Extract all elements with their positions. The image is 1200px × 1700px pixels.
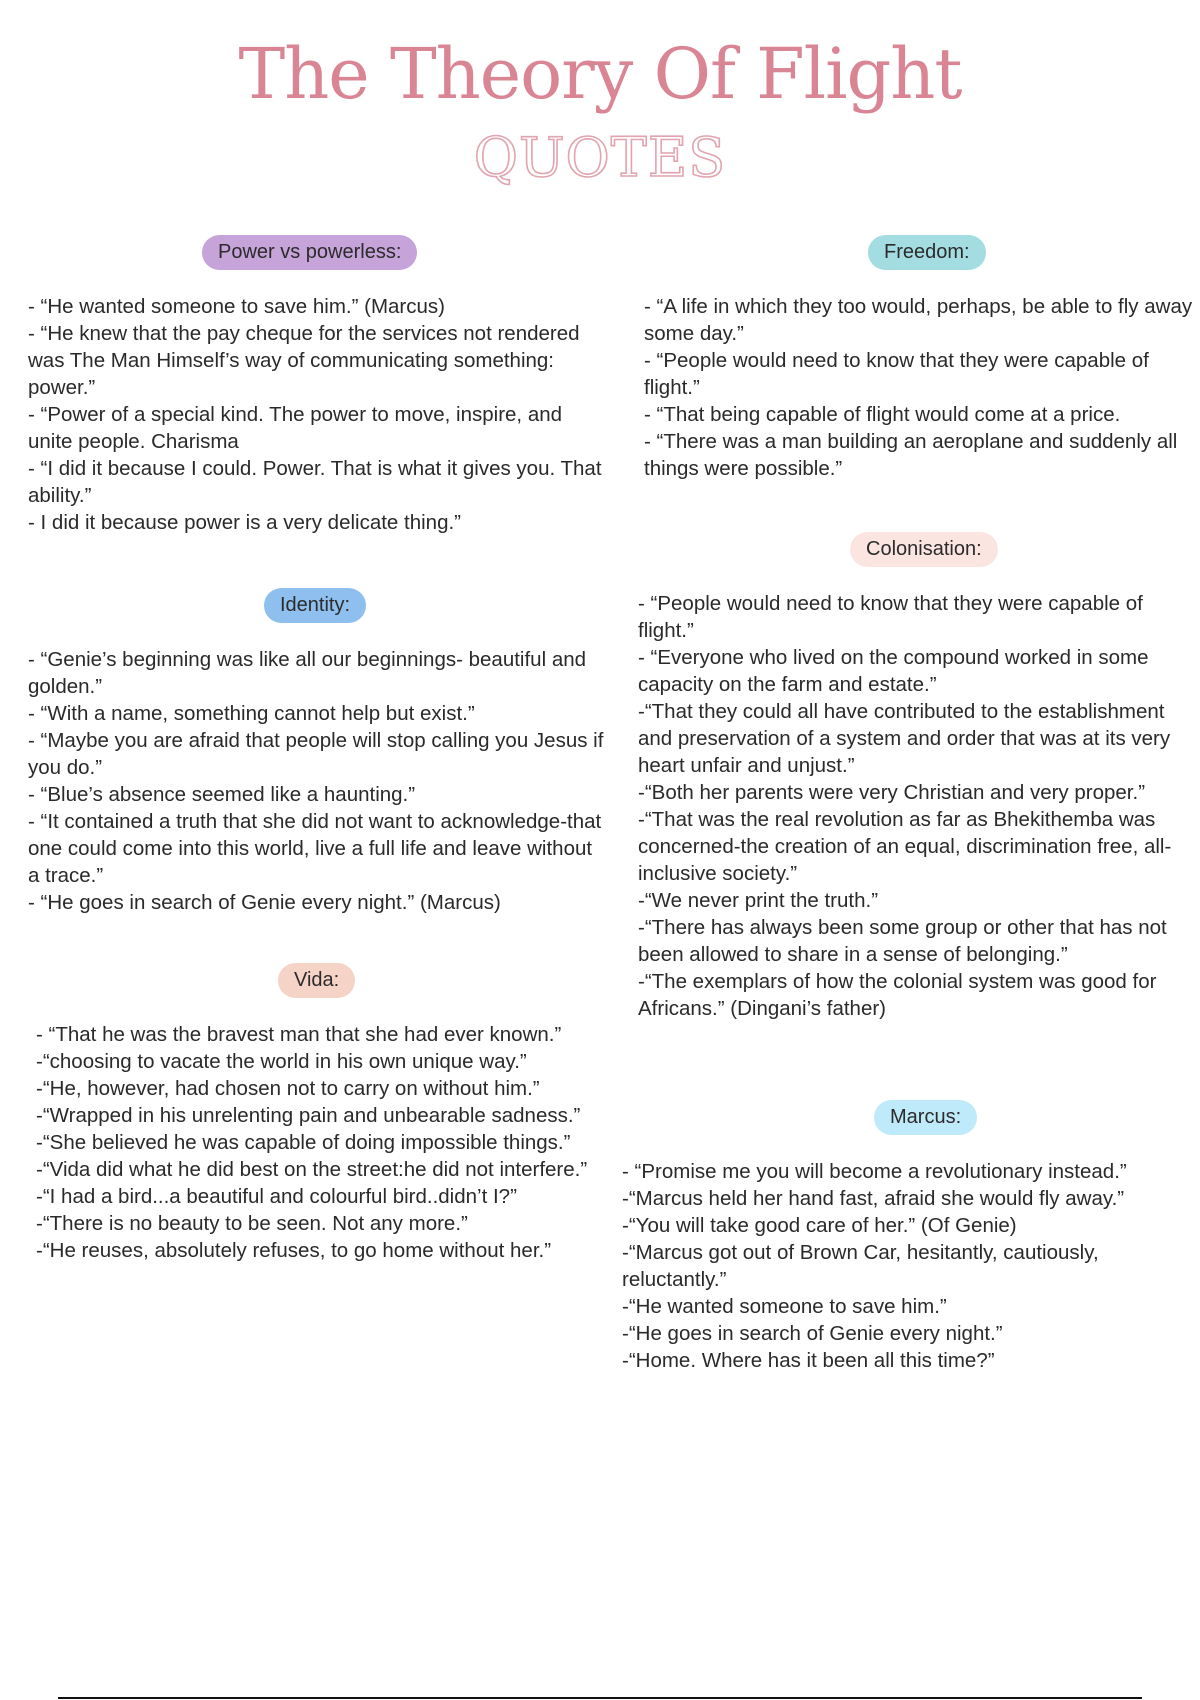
quote-item: - “Maybe you are afraid that people will stop calling you Jesus if you do.” (28, 729, 604, 779)
quote-item: - “He goes in search of Genie every night.” (Marcus) (28, 891, 501, 914)
section-heading-colonisation: Colonisation: (850, 532, 998, 567)
quote-item: - “Promise me you will become a revolutionary instead.” (622, 1160, 1127, 1183)
quote-item: -“There is no beauty to be seen. Not any more.” (36, 1212, 468, 1235)
quote-item: -“That they could all have contributed to the establishment and preservation of a system and order that was at its very heart unfair and unjust.” (638, 700, 1171, 777)
quote-item: - “With a name, something cannot help but exist.” (28, 702, 475, 725)
quote-item: -“We never print the truth.” (638, 889, 879, 912)
quote-item: - “People would need to know that they were capable of flight.” (638, 592, 1143, 642)
quote-item: -“The exemplars of how the colonial system was good for Africans.” (Dingani’s father) (638, 970, 1157, 1020)
quote-item: - “Blue’s absence seemed like a haunting.” (28, 783, 416, 806)
quote-item: -“You will take good care of her.” (Of Genie) (622, 1214, 1017, 1237)
quote-item: - “Everyone who lived on the compound worked in some capacity on the farm and estate.” (638, 646, 1149, 696)
quote-item: -“That was the real revolution as far as Bhekithemba was concerned-the creation of an equal, discrimination free, all-inclusive society.” (638, 808, 1172, 885)
quote-list-marcus (622, 1158, 1200, 1374)
section-freedom (644, 235, 1200, 482)
quote-item: - “That being capable of flight would come at a price. (644, 403, 1121, 426)
quote-list-identity (28, 646, 608, 916)
quote-item: - “He wanted someone to save him.” (Marcus) (28, 295, 445, 318)
quote-item: - “He knew that the pay cheque for the services not rendered was The Man Himself’s way of communicating something: power.” (28, 322, 580, 399)
quote-list-freedom (644, 293, 1200, 482)
quote-item: - “People would need to know that they were capable of flight.” (644, 349, 1149, 399)
section-marcus (622, 1100, 1200, 1374)
section-power (28, 235, 608, 536)
quote-item: - “That he was the bravest man that she had ever known.” (36, 1023, 562, 1046)
page-title: The Theory Of Flight (238, 33, 962, 115)
quote-list-vida (36, 1021, 596, 1264)
quote-item: - I did it because power is a very delicate thing.” (28, 511, 461, 534)
section-heading-vida: Vida: (278, 963, 355, 998)
section-vida (36, 963, 596, 1264)
quote-item: -“Marcus held her hand fast, afraid she would fly away.” (622, 1187, 1125, 1210)
footer-divider (58, 1697, 1142, 1699)
quote-list-colonisation (638, 590, 1200, 1022)
quote-item: - “A life in which they too would, perhaps, be able to fly away some day.” (644, 295, 1193, 345)
quote-item: -“Wrapped in his unrelenting pain and unbearable sadness.” (36, 1104, 581, 1127)
section-identity (28, 588, 608, 916)
section-colonisation (638, 532, 1200, 1022)
section-heading-freedom: Freedom: (868, 235, 986, 270)
section-heading-power: Power vs powerless: (202, 235, 417, 270)
page-subtitle: QUOTES (473, 126, 727, 189)
quote-item: -“He, however, had chosen not to carry on without him.” (36, 1077, 540, 1100)
quote-item: - “I did it because I could. Power. That is what it gives you. That ability.” (28, 457, 602, 507)
quote-item: -“choosing to vacate the world in his own unique way.” (36, 1050, 527, 1073)
quote-item: -“Home. Where has it been all this time?” (622, 1349, 995, 1372)
quote-item: -“She believed he was capable of doing impossible things.” (36, 1131, 571, 1154)
quote-item: - “It contained a truth that she did not want to acknowledge-that one could come into this world, live a full life and leave without a trace.” (28, 810, 602, 887)
quote-item: -“Vida did what he did best on the street:he did not interfere.” (36, 1158, 588, 1181)
quote-item: - “There was a man building an aeroplane and suddenly all things were possible.” (644, 430, 1178, 480)
quote-item: -“I had a bird...a beautiful and colourful bird..didn’t I?” (36, 1185, 517, 1208)
quote-item: - “Power of a special kind. The power to move, inspire, and unite people. Charisma (28, 403, 563, 453)
quote-list-power (28, 293, 608, 536)
quote-item: -“He wanted someone to save him.” (622, 1295, 947, 1318)
quote-item: - “Genie’s beginning was like all our beginnings- beautiful and golden.” (28, 648, 587, 698)
quote-item: -“He reuses, absolutely refuses, to go home without her.” (36, 1239, 552, 1262)
quote-item: -“Marcus got out of Brown Car, hesitantly, cautiously, reluctantly.” (622, 1241, 1099, 1291)
quote-item: -“There has always been some group or other that has not been allowed to share in a sense of belonging.” (638, 916, 1167, 966)
quote-item: -“Both her parents were very Christian and very proper.” (638, 781, 1146, 804)
section-heading-marcus: Marcus: (874, 1100, 977, 1135)
quote-item: -“He goes in search of Genie every night.” (622, 1322, 1003, 1345)
section-heading-identity: Identity: (264, 588, 366, 623)
